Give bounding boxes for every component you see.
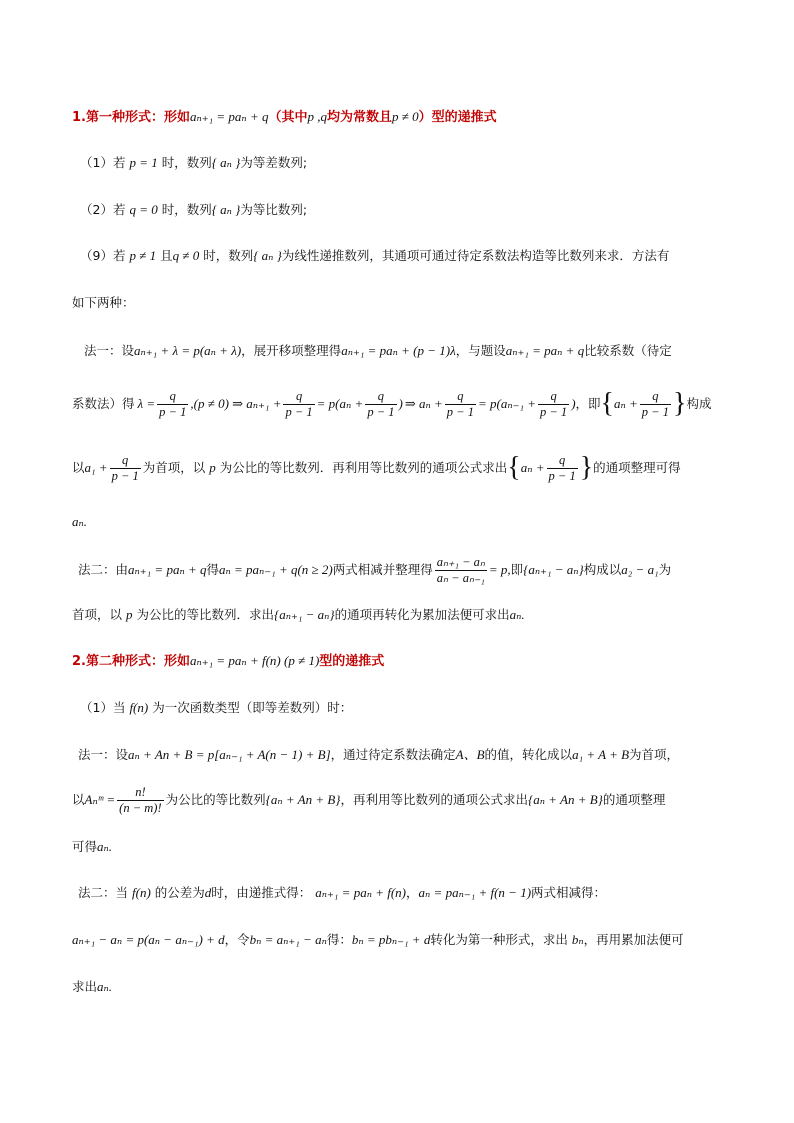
- text: ，: [406, 885, 419, 900]
- formula: aₙ +: [614, 396, 638, 411]
- text: ，即: [575, 396, 601, 411]
- text: 两式相减并整理得: [332, 562, 433, 577]
- fraction: [365, 389, 396, 420]
- formula: Aₙᵐ =: [84, 792, 116, 807]
- formula: aₙ₊₁ = paₙ + (p − 1)λ: [341, 343, 456, 358]
- left-brace: {: [507, 452, 521, 483]
- method-1-line-2: [72, 386, 734, 422]
- numerator: q: [538, 389, 569, 405]
- numerator: q: [110, 453, 141, 469]
- text: 为公比的等比数列: [165, 792, 266, 807]
- formula: {aₙ + An + B}: [528, 792, 603, 807]
- method-1-line-4: [72, 513, 734, 531]
- text: 如下两种：: [72, 295, 135, 310]
- numerator: n!: [117, 785, 163, 801]
- formula: aₙ₊₁ = paₙ + f(n): [315, 885, 407, 900]
- formula: ): [571, 396, 576, 411]
- formula: a₁ + A + B: [572, 747, 630, 762]
- formula: {aₙ₊₁ − aₙ}: [274, 607, 335, 622]
- fraction: [547, 453, 578, 484]
- fraction: [117, 785, 163, 816]
- formula: a₂ − a₁: [621, 562, 659, 577]
- denominator: p − 1: [540, 404, 568, 419]
- formula: p: [126, 607, 133, 622]
- text: 时，数列: [161, 155, 212, 170]
- section-1-heading: [72, 108, 734, 127]
- text: 即: [510, 562, 524, 577]
- formula: = p,: [488, 562, 511, 577]
- recurrence-formula: aₙ₊₁ = paₙ + f(n) (p ≠ 1): [190, 653, 320, 668]
- sec2-method-2-line-2: [72, 931, 734, 949]
- text: ，与题设: [455, 343, 506, 358]
- heading-text: 均为常数且: [326, 110, 392, 125]
- case-3: [80, 247, 734, 265]
- numerator: q: [640, 389, 671, 405]
- text: 以: [72, 460, 85, 475]
- heading-text: （其中: [268, 110, 308, 125]
- fraction: [445, 389, 476, 420]
- numerator: q: [157, 389, 188, 405]
- formula: f(n): [132, 885, 151, 900]
- text: 法二：由: [78, 562, 129, 577]
- numerator: q: [547, 453, 578, 469]
- section-number: 1.: [72, 110, 86, 125]
- fraction: [640, 389, 671, 420]
- text: 的公差为: [154, 885, 205, 900]
- text: ，令: [224, 932, 250, 947]
- formula: aₙ = paₙ₋₁ + f(n − 1): [418, 885, 532, 900]
- text: 时，数列: [161, 202, 212, 217]
- formula: bₙ = pbₙ₋₁ + d: [351, 932, 431, 947]
- formula: a₁ +: [84, 460, 108, 475]
- text: 两式相减得：: [531, 885, 607, 900]
- sec2-method-2-line-1: [78, 884, 734, 902]
- text: 的通项整理: [602, 792, 666, 807]
- text: （9）若: [80, 248, 126, 263]
- text: 首项，以: [72, 607, 123, 622]
- formula: aₙ.: [97, 839, 113, 854]
- formula: q = 0: [129, 202, 158, 217]
- sec2-method-2-line-3: [72, 978, 734, 996]
- formula: aₙ + An + B = p[aₙ₋₁ + A(n − 1) + B]: [128, 747, 331, 762]
- formula: q ≠ 0: [172, 248, 200, 263]
- recurrence-formula: aₙ₊₁ = paₙ + q: [190, 109, 269, 124]
- numerator: q: [283, 389, 314, 405]
- text: ，通过待定系数法确定: [330, 747, 456, 762]
- text: 为一次函数类型（即等差数列）时：: [152, 700, 353, 715]
- sec2-method-1-line-2: [72, 782, 734, 818]
- heading-text: 第一种形式：形如: [85, 110, 190, 125]
- formula: aₙ₊₁ + λ = p(aₙ + λ): [134, 343, 242, 358]
- formula: aₙ.: [72, 514, 88, 529]
- denominator: p − 1: [111, 468, 139, 483]
- text: 为: [658, 562, 672, 577]
- text: 得: [206, 562, 219, 577]
- text: 法一：设: [84, 343, 135, 358]
- sec2-method-1-line-1: [78, 746, 734, 764]
- text: 求出: [72, 979, 98, 994]
- fraction: [435, 555, 487, 586]
- text: 为等比数列;: [240, 202, 308, 217]
- text: 法二：当: [78, 885, 129, 900]
- method-1-line-3: [72, 450, 734, 486]
- text: 法一：设: [78, 747, 129, 762]
- formula: aₙ₊₁ = paₙ + q: [505, 343, 585, 358]
- formula: p = 1: [129, 155, 158, 170]
- formula: = p(aₙ₋₁ +: [477, 396, 536, 411]
- denominator: p − 1: [446, 404, 474, 419]
- text: 构成: [686, 396, 712, 411]
- text: （1）当: [80, 700, 126, 715]
- method-2-line-2: [72, 606, 734, 624]
- heading-text: ）型的递推式: [418, 110, 497, 125]
- text: 构成以: [583, 562, 622, 577]
- text: 的值，转化成以: [484, 747, 573, 762]
- denominator: p − 1: [548, 468, 576, 483]
- heading-text: 第二种形式：形如: [85, 654, 190, 669]
- text: 为等差数列;: [240, 155, 308, 170]
- denominator: p − 1: [159, 404, 187, 419]
- formula: λ =: [137, 396, 156, 411]
- text: （2）若: [80, 202, 126, 217]
- text: 为公比的等比数列．再利用等比数列的通项公式求出: [219, 460, 508, 475]
- formula: = p(aₙ +: [316, 396, 364, 411]
- text: 时，数列: [203, 248, 254, 263]
- numerator: q: [445, 389, 476, 405]
- formula: aₙ₊₁ = paₙ + q: [128, 562, 207, 577]
- formula: { aₙ }: [211, 155, 241, 170]
- text: 可得: [72, 839, 98, 854]
- formula-pq: p ,q: [307, 109, 327, 124]
- formula: { aₙ }: [253, 248, 282, 263]
- right-brace: }: [579, 452, 594, 483]
- text: 转化为第一种形式，求出: [430, 932, 568, 947]
- formula: ,(p ≠ 0) ⇒ aₙ₊₁ +: [190, 396, 282, 411]
- text: 的通项再转化为累加法便可求出: [334, 607, 510, 622]
- text: （1）若: [80, 155, 126, 170]
- text: 以: [72, 792, 85, 807]
- formula: {aₙ + An + B}: [265, 792, 341, 807]
- fraction: [110, 453, 141, 484]
- text: 为首项，: [629, 747, 680, 762]
- formula: f(n): [129, 700, 149, 715]
- denominator: p − 1: [641, 404, 669, 419]
- formula: { aₙ }: [211, 202, 241, 217]
- case-2: [80, 201, 734, 219]
- fraction: [157, 389, 188, 420]
- fraction: [283, 389, 314, 420]
- denominator: (n − m)!: [119, 800, 162, 815]
- denominator: p − 1: [285, 404, 313, 419]
- formula-condition: p ≠ 0: [392, 109, 419, 124]
- formula: {aₙ₊₁ − aₙ}: [523, 562, 584, 577]
- text: 的通项整理可得: [593, 460, 681, 475]
- denominator: p − 1: [367, 404, 395, 419]
- formula: bₙ: [571, 932, 584, 947]
- text: 且: [160, 248, 173, 263]
- formula: bₙ = aₙ₊₁ − aₙ: [249, 932, 327, 947]
- left-brace: {: [600, 388, 614, 419]
- formula: aₙ.: [97, 979, 113, 994]
- section-number: 2.: [72, 654, 86, 669]
- method-2-line-1: [78, 552, 734, 588]
- formula: A、B: [455, 747, 485, 762]
- case-linear-fn: [80, 699, 734, 717]
- text: ，再利用等比数列的通项公式求出: [340, 792, 529, 807]
- denominator: aₙ − aₙ₋₁: [436, 570, 485, 585]
- text: 得：: [326, 932, 352, 947]
- text: ，展开移项整理得: [241, 343, 342, 358]
- text: 为线性递推数列，其通项可通过待定系数法构造等比数列来求．方法有: [281, 248, 670, 263]
- formula: d: [204, 885, 212, 900]
- formula: aₙ +: [520, 460, 545, 475]
- formula: aₙ₊₁ − aₙ = p(aₙ − aₙ₋₁) + d: [72, 932, 225, 947]
- text: 为公比的等比数列．求出: [136, 607, 275, 622]
- sec2-method-1-line-3: [72, 838, 734, 856]
- text: 时，由递推式得：: [211, 885, 312, 900]
- fraction: [538, 389, 569, 420]
- method-1-line-1: [84, 342, 734, 360]
- formula: p: [209, 460, 216, 475]
- formula: aₙ = paₙ₋₁ + q(n ≥ 2): [219, 562, 333, 577]
- text: 系数法）得: [72, 396, 135, 411]
- formula: ): [398, 396, 403, 411]
- formula: ⇒ aₙ +: [404, 396, 443, 411]
- right-brace: }: [672, 388, 687, 419]
- formula: aₙ.: [509, 607, 525, 622]
- text: 为首项，以: [142, 460, 206, 475]
- formula: p ≠ 1: [129, 248, 157, 263]
- heading-text: 型的递推式: [319, 654, 385, 669]
- text: ，再用累加法便可: [583, 932, 684, 947]
- numerator: q: [365, 389, 396, 405]
- section-2-heading: [72, 652, 734, 671]
- case-3-continued: [72, 294, 734, 312]
- numerator: aₙ₊₁ − aₙ: [436, 554, 485, 569]
- text: 比较系数（待定: [584, 343, 672, 358]
- case-1: [80, 154, 734, 172]
